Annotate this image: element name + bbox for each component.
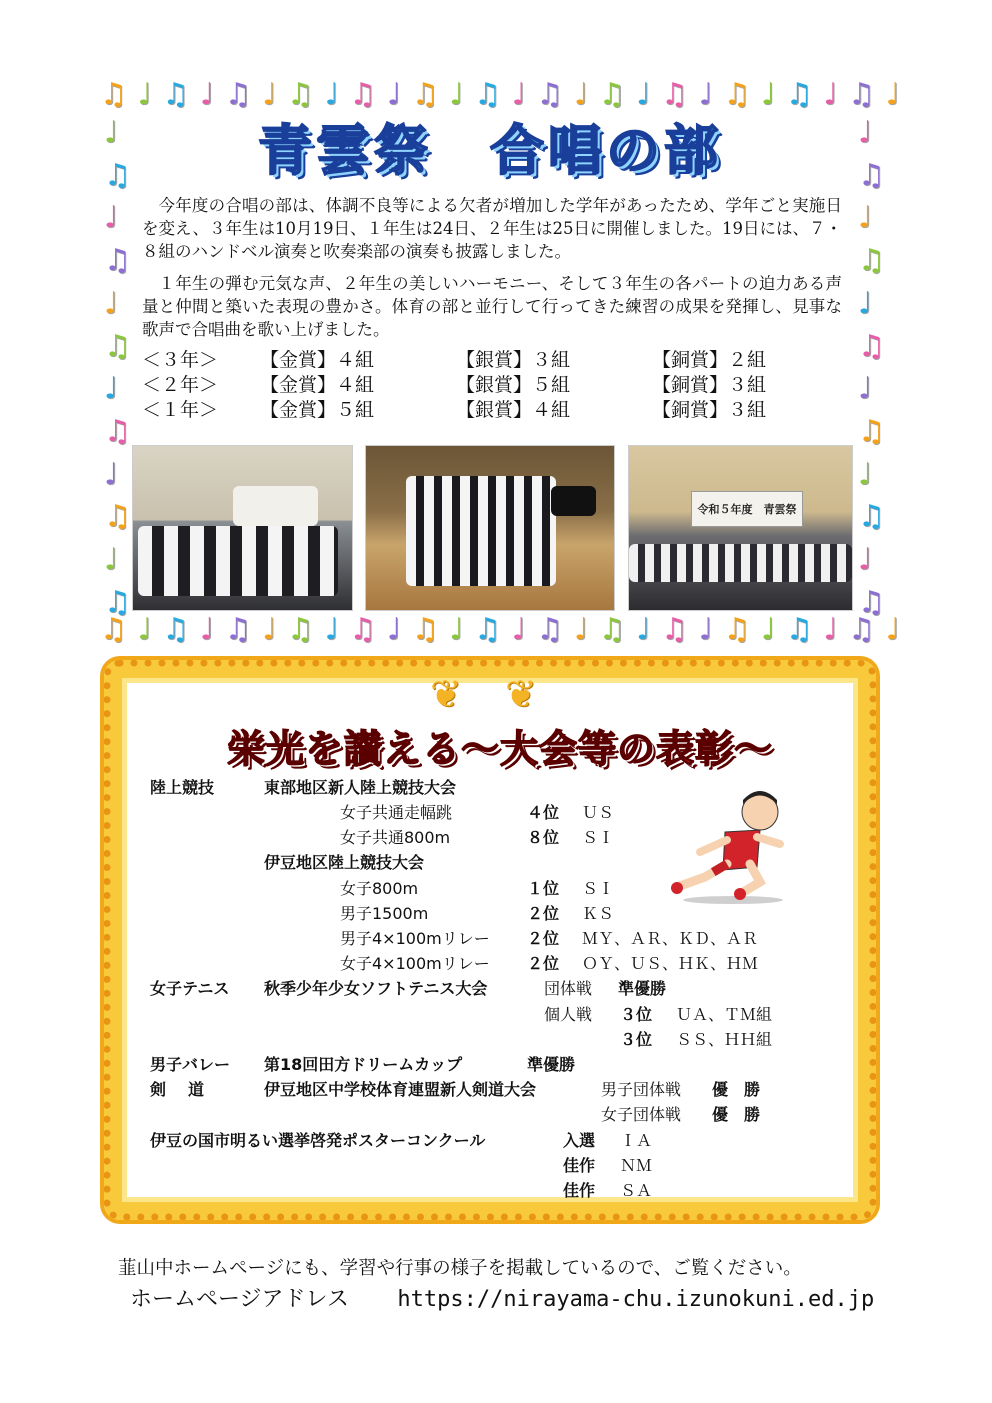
music-note-icon: ♫ <box>598 612 626 647</box>
tennis-club: 女子テニス <box>150 979 230 998</box>
result-name: ＵＳ <box>582 803 615 822</box>
athletics-club: 陸上競技 <box>150 778 215 797</box>
music-note-icon: ♩ <box>858 115 873 150</box>
tennis-team-result: 準優勝 <box>618 979 667 998</box>
music-note-icon: ♩ <box>858 542 873 578</box>
music-note-icon: ♩ <box>137 77 152 112</box>
kendo-label: 男子団体戦 <box>601 1080 682 1099</box>
music-note-icon: ♩ <box>104 371 119 407</box>
music-note-icon: ♩ <box>698 77 713 112</box>
music-note-icon: ♫ <box>723 612 751 647</box>
result-place: ３位 <box>620 1030 653 1049</box>
result-event: 女子共通800m <box>340 828 451 847</box>
kendo-result: 優 勝 <box>712 1080 761 1099</box>
music-note-icon: ♫ <box>411 77 439 112</box>
result-event: 男子4×100mリレー <box>340 929 490 948</box>
result-event: 女子800m <box>340 879 419 898</box>
music-note-icon: ♫ <box>848 612 876 647</box>
photo-band-performance <box>132 445 353 611</box>
award-row-grade2 <box>142 371 842 396</box>
homepage-link[interactable]: https://nirayama-chu.izunokuni.ed.jp <box>397 1287 875 1312</box>
music-note-icon: ♫ <box>100 612 127 647</box>
music-note-icon: ♫ <box>661 612 688 647</box>
music-note-icon: ♩ <box>104 115 119 150</box>
music-note-icon: ♩ <box>698 612 713 647</box>
music-note-icon: ♩ <box>262 77 277 112</box>
result-event: 男子1500m <box>340 904 429 923</box>
bird-ornament-right: ❦ <box>505 672 537 716</box>
volleyball-club: 男子バレー <box>150 1055 231 1074</box>
music-note-icon: ♩ <box>858 200 873 236</box>
photo-sign: 令和５年度 青雲祭 <box>691 491 803 527</box>
music-note-icon: ♫ <box>858 584 885 620</box>
award-grade: ＜１年＞ <box>142 399 219 421</box>
music-note-icon: ♩ <box>511 612 526 647</box>
poster-contest: 伊豆の国市明るい選挙啓発ポスターコンクール <box>150 1131 486 1150</box>
athletics-meet1: 東部地区新人陸上競技大会 <box>264 778 457 797</box>
music-note-icon: ♩ <box>636 77 651 112</box>
address-label: ホームページアドレス <box>130 1287 349 1312</box>
award-silver: 【銀賞】５組 <box>456 374 571 396</box>
photo-banner <box>233 486 318 526</box>
result-name: ＯＹ、ＵＳ、ＨＫ、ＨＭ <box>582 954 759 973</box>
music-note-icon: ♫ <box>858 499 885 535</box>
music-note-icon: ♩ <box>199 612 215 647</box>
festival-paragraph-2: １年生の弾む元気な声、２年生の美しいハーモニー、そして３年生の各パートの迫力ある声量と仲間と築いた表現の豊かさ。体育の部と並行して行ってきた練習の成果を発揮し、見事な歌声で合唱曲を歌い上げました。 <box>142 274 842 339</box>
music-note-icon: ♫ <box>474 77 501 112</box>
music-note-icon: ♩ <box>760 77 776 112</box>
photo-handbell-performance <box>628 445 853 611</box>
music-note-icon: ♩ <box>386 77 402 112</box>
music-note-icon: ♫ <box>858 243 885 279</box>
music-note-icon: ♫ <box>162 612 190 647</box>
result-place: ８位 <box>527 828 560 847</box>
music-note-icon: ♩ <box>760 612 776 647</box>
music-note-icon: ♩ <box>104 285 119 321</box>
festival-paragraph-1: 今年度の合唱の部は、体調不良等による欠者が増加した学年があったため、学年ごと実施日を変え、３年生は10月19日、１年生は24日、２年生は25日に開催しました。19日には、７・８組のハンドベル演奏と吹奏楽部の演奏も披露しました。 <box>142 196 842 261</box>
music-note-border-left <box>104 115 131 620</box>
kendo-label: 女子団体戦 <box>601 1105 682 1124</box>
music-note-icon: ♩ <box>199 77 215 112</box>
result-place: ２位 <box>527 929 560 948</box>
music-note-icon: ♩ <box>386 612 402 647</box>
bird-ornament-left: ❦ <box>430 672 462 716</box>
music-note-icon: ♩ <box>137 612 152 647</box>
music-note-icon: ♩ <box>449 77 464 112</box>
music-note-icon: ♫ <box>100 77 127 112</box>
award-bronze: 【銅賞】２組 <box>652 349 767 371</box>
volleyball-meet: 第18回田方ドリームカップ <box>264 1055 463 1074</box>
music-note-border-bottom <box>100 612 900 647</box>
award-bronze: 【銅賞】３組 <box>652 374 767 396</box>
award-row-grade3 <box>142 346 842 371</box>
music-note-icon: ♩ <box>573 77 589 112</box>
poster-award: 入選 <box>563 1131 596 1150</box>
music-note-icon: ♫ <box>349 612 377 647</box>
music-note-icon: ♫ <box>723 77 751 112</box>
honors-title: 栄光を讃える～大会等の表彰～ <box>226 727 773 771</box>
photo-choir <box>406 476 556 586</box>
award-silver: 【銀賞】４組 <box>456 399 571 421</box>
music-note-icon: ♫ <box>536 612 564 647</box>
music-note-icon: ♩ <box>324 77 339 112</box>
result-name: ＳＩ <box>582 828 615 847</box>
music-note-icon: ♫ <box>104 328 131 364</box>
music-note-icon: ♩ <box>104 200 119 236</box>
music-note-icon: ♫ <box>224 77 252 112</box>
music-note-icon: ♩ <box>324 612 339 647</box>
award-gold: 【金賞】４組 <box>260 374 375 396</box>
music-note-icon: ♫ <box>858 328 885 364</box>
tennis-indiv-label: 個人戦 <box>544 1005 593 1024</box>
music-note-icon: ♫ <box>104 499 131 535</box>
photo-piano <box>551 486 596 516</box>
music-note-icon: ♫ <box>661 77 688 112</box>
poster-name: ＮＭ <box>620 1156 653 1175</box>
result-name: ＳＩ <box>582 879 615 898</box>
volleyball-result: 準優勝 <box>527 1055 576 1074</box>
result-name: ＵＡ、ＴＭ組 <box>676 1005 773 1024</box>
award-grade: ＜３年＞ <box>142 349 219 371</box>
music-note-icon: ♫ <box>411 612 439 647</box>
kendo-meet: 伊豆地区中学校体育連盟新人剣道大会 <box>264 1080 537 1099</box>
footer-address <box>130 1282 890 1313</box>
music-note-icon: ♫ <box>104 243 131 279</box>
music-note-icon: ♩ <box>858 371 873 407</box>
music-note-icon: ♫ <box>848 77 876 112</box>
result-name: ＫＳ <box>582 904 615 923</box>
award-gold: 【金賞】４組 <box>260 349 375 371</box>
music-note-icon: ♫ <box>474 612 501 647</box>
music-note-icon: ♩ <box>858 456 873 492</box>
result-place: ４位 <box>527 803 560 822</box>
music-note-icon: ♫ <box>224 612 252 647</box>
award-gold: 【金賞】５組 <box>260 399 375 421</box>
music-note-icon: ♫ <box>104 157 131 193</box>
music-note-icon: ♩ <box>449 612 464 647</box>
result-name: ＭＹ、ＡＲ、ＫＤ、ＡＲ <box>582 929 759 948</box>
music-note-icon: ♩ <box>573 612 589 647</box>
music-note-border-right <box>858 115 885 620</box>
music-note-icon: ♫ <box>858 414 885 450</box>
music-note-icon: ♫ <box>287 77 314 112</box>
festival-title: 青雲祭 合唱の部 <box>258 119 722 182</box>
music-note-icon: ♫ <box>536 77 564 112</box>
award-grade: ＜２年＞ <box>142 374 219 396</box>
poster-name: ＳＡ <box>620 1181 653 1200</box>
kendo-club: 剣 道 <box>150 1080 208 1099</box>
result-place: １位 <box>527 879 560 898</box>
photo-choir-stage <box>365 445 615 611</box>
photo-performers <box>629 544 852 582</box>
music-note-icon: ♩ <box>104 542 119 578</box>
music-note-icon: ♫ <box>104 414 131 450</box>
result-name: ＳＳ、ＨＨ組 <box>676 1030 773 1049</box>
music-note-icon: ♩ <box>636 612 651 647</box>
music-note-icon: ♩ <box>104 456 119 492</box>
result-place: ２位 <box>527 954 560 973</box>
poster-name: ＩＡ <box>620 1131 653 1150</box>
music-note-icon: ♩ <box>885 77 900 112</box>
music-note-icon: ♫ <box>162 77 190 112</box>
kendo-result: 優 勝 <box>712 1105 761 1124</box>
music-note-icon: ♩ <box>823 612 838 647</box>
music-note-icon: ♩ <box>262 612 277 647</box>
award-silver: 【銀賞】３組 <box>456 349 571 371</box>
result-place: ３位 <box>620 1005 653 1024</box>
music-note-icon: ♫ <box>287 612 314 647</box>
music-note-icon: ♫ <box>858 157 885 193</box>
photo-students <box>138 526 338 596</box>
music-note-icon: ♫ <box>785 77 813 112</box>
music-note-icon: ♩ <box>885 612 900 647</box>
music-note-icon: ♩ <box>823 77 838 112</box>
result-event: 女子4×100mリレー <box>340 954 490 973</box>
footer-note: 韮山中ホームページにも、学習や行事の様子を掲載しているので、ご覧ください。 <box>118 1258 802 1279</box>
music-note-icon: ♩ <box>858 285 873 321</box>
music-note-icon: ♫ <box>598 77 626 112</box>
award-bronze: 【銅賞】３組 <box>652 399 767 421</box>
athletics-meet2: 伊豆地区陸上競技大会 <box>264 853 425 872</box>
tennis-meet: 秋季少年少女ソフトテニス大会 <box>264 979 488 998</box>
result-event: 女子共通走幅跳 <box>340 803 453 822</box>
music-note-icon: ♫ <box>104 584 131 620</box>
music-note-icon: ♫ <box>785 612 813 647</box>
music-note-icon: ♫ <box>349 77 377 112</box>
poster-award: 佳作 <box>563 1156 596 1175</box>
choir-awards <box>142 346 842 421</box>
music-note-icon: ♩ <box>511 77 526 112</box>
result-place: ２位 <box>527 904 560 923</box>
tennis-team-label: 団体戦 <box>544 979 593 998</box>
award-row-grade1 <box>142 396 842 421</box>
poster-award: 佳作 <box>563 1181 596 1200</box>
music-note-border-top <box>100 77 900 112</box>
runner-illustration <box>665 782 795 907</box>
